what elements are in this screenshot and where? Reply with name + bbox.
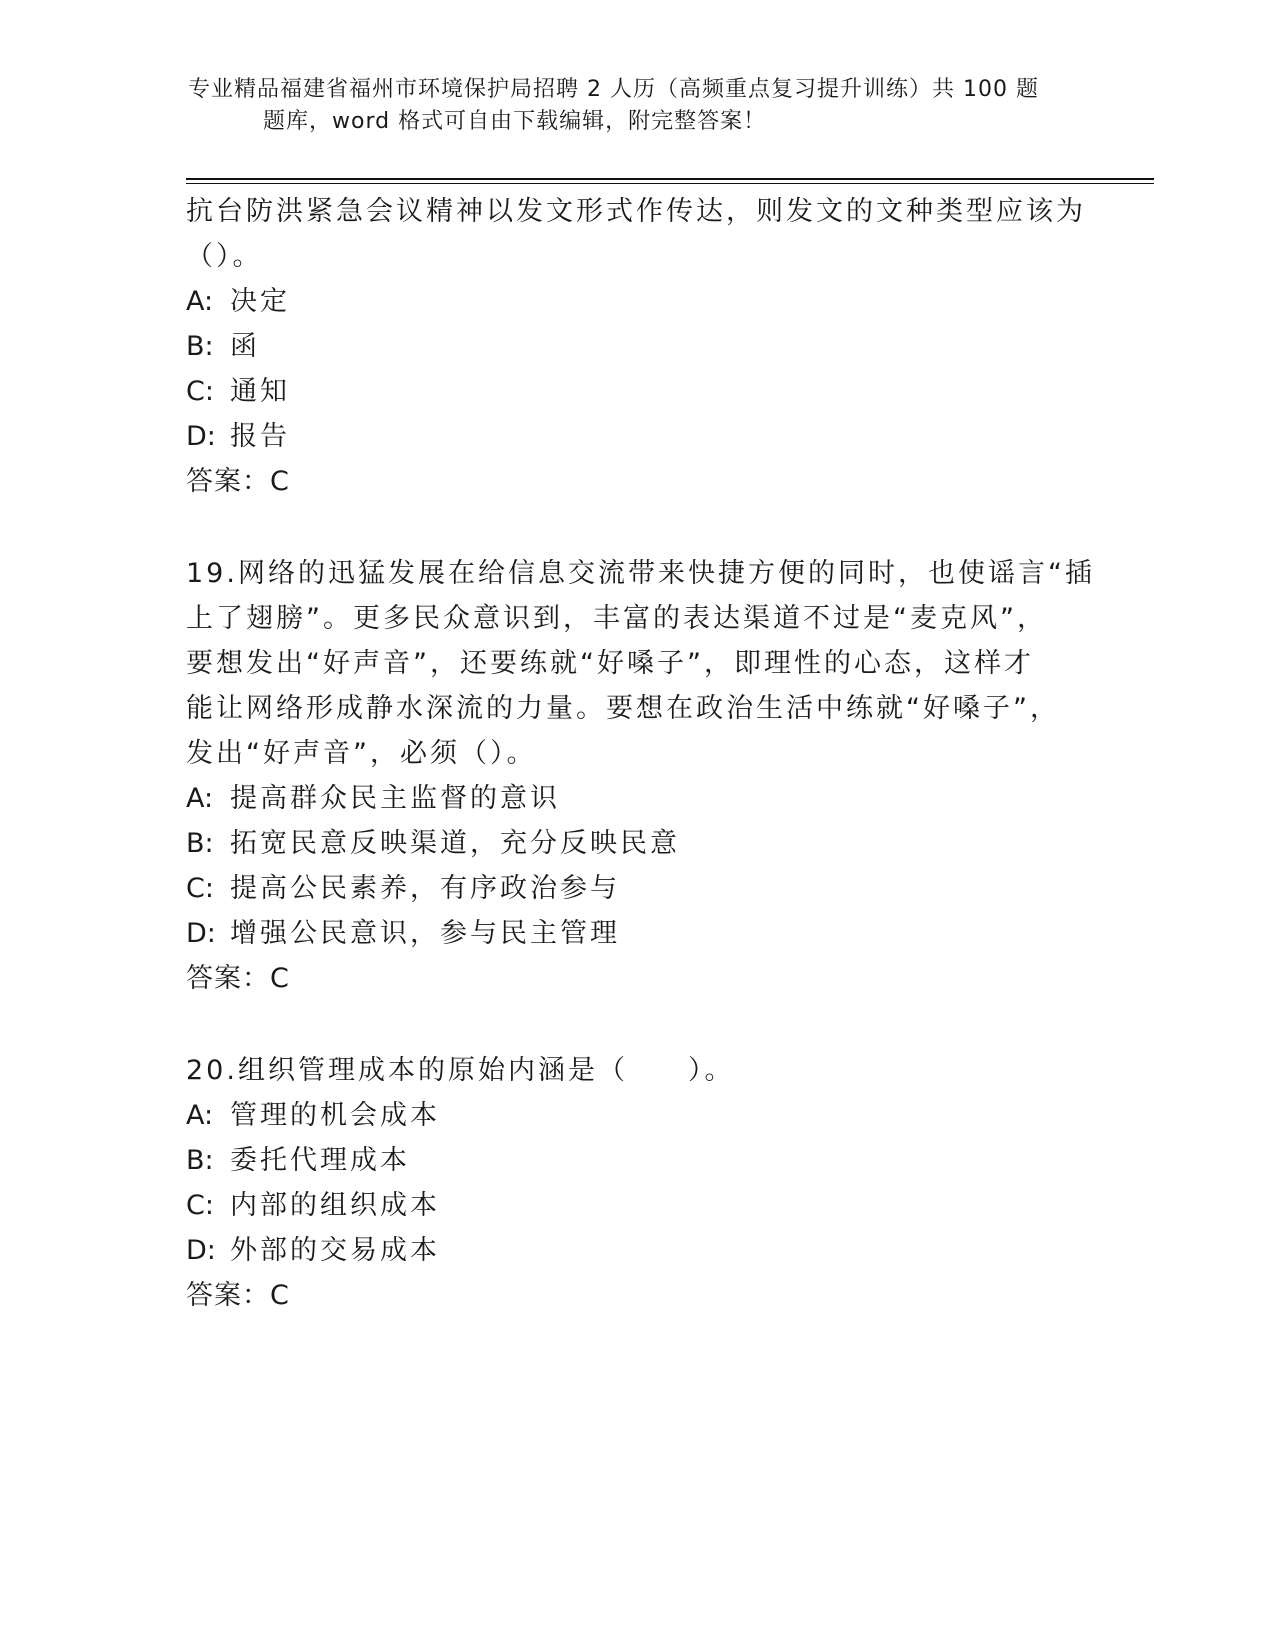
option-c [186,1183,1086,1228]
option-letter: D: [186,421,216,452]
option-letter: D: [186,918,216,949]
answer-line: 答案：C [186,466,290,497]
question-block [186,189,1086,504]
question-block [186,1048,1086,1318]
header-rule-thick [186,178,1154,180]
option-text: 拓宽民意反映渠道，充分反映民意 [230,828,680,859]
option-letter: A: [186,1100,214,1131]
option-b [186,821,1086,866]
question-spacer [186,1001,1086,1048]
option-text: 报告 [230,421,290,452]
option-c [186,866,1086,911]
question-text-line: 19.网络的迅猛发展在给信息交流带来快捷方便的同时，也使谣言“插 [186,558,1095,589]
option-letter: D: [186,1235,216,1266]
option-d [186,1228,1086,1273]
option-letter: C: [186,1190,214,1221]
option-d [186,414,1086,459]
question-text-line: 上了翅膀”。更多民众意识到，丰富的表达渠道不过是“麦克风”， [186,603,1047,634]
question-spacer [186,504,1086,551]
header-title-line-1: 专业精品福建省福州市环境保护局招聘 2 人历（高频重点复习提升训练）共 100 题 [188,77,1039,102]
question-text-line: 发出“好声音”，必须（）。 [186,738,537,769]
header-title-line-2: 题库，word 格式可自由下载编辑，附完整答案！ [263,109,767,134]
question-block [186,551,1095,1001]
option-b [186,1138,1086,1183]
option-letter: B: [186,828,214,859]
option-text: 委托代理成本 [230,1145,410,1176]
option-a [186,1093,1086,1138]
option-text: 外部的交易成本 [230,1235,440,1266]
option-a [186,776,1086,821]
question-text-line: 要想发出“好声音”，还要练就“好嗓子”，即理性的心态，这样才 [186,648,1034,679]
option-letter: B: [186,331,214,362]
answer-line: 答案：C [186,963,290,994]
option-text: 通知 [230,376,290,407]
option-letter: C: [186,376,214,407]
question-text-line: 抗台防洪紧急会议精神以发文形式作传达，则发文的文种类型应该为 [186,196,1086,227]
option-text: 函 [230,331,260,362]
document-header [188,74,1088,138]
option-text: 提高群众民主监督的意识 [230,783,560,814]
option-letter: A: [186,783,214,814]
option-a [186,279,1086,324]
option-c [186,369,1086,414]
option-text: 增强公民意识，参与民主管理 [230,918,620,949]
option-text: 内部的组织成本 [230,1190,440,1221]
option-text: 决定 [230,286,290,317]
option-d [186,911,1086,956]
question-text-line: （）。 [186,241,263,272]
option-letter: A: [186,286,214,317]
option-letter: B: [186,1145,214,1176]
option-text: 管理的机会成本 [230,1100,440,1131]
option-b [186,324,1086,369]
question-text-line: 20.组织管理成本的原始内涵是（ ）。 [186,1055,735,1086]
question-text-line: 能让网络形成静水深流的力量。要想在政治生活中练就“好嗓子”， [186,693,1060,724]
question-list [186,189,1095,1318]
header-rule-thin [186,183,1154,184]
answer-line: 答案：C [186,1280,290,1311]
option-letter: C: [186,873,214,904]
option-text: 提高公民素养，有序政治参与 [230,873,620,904]
